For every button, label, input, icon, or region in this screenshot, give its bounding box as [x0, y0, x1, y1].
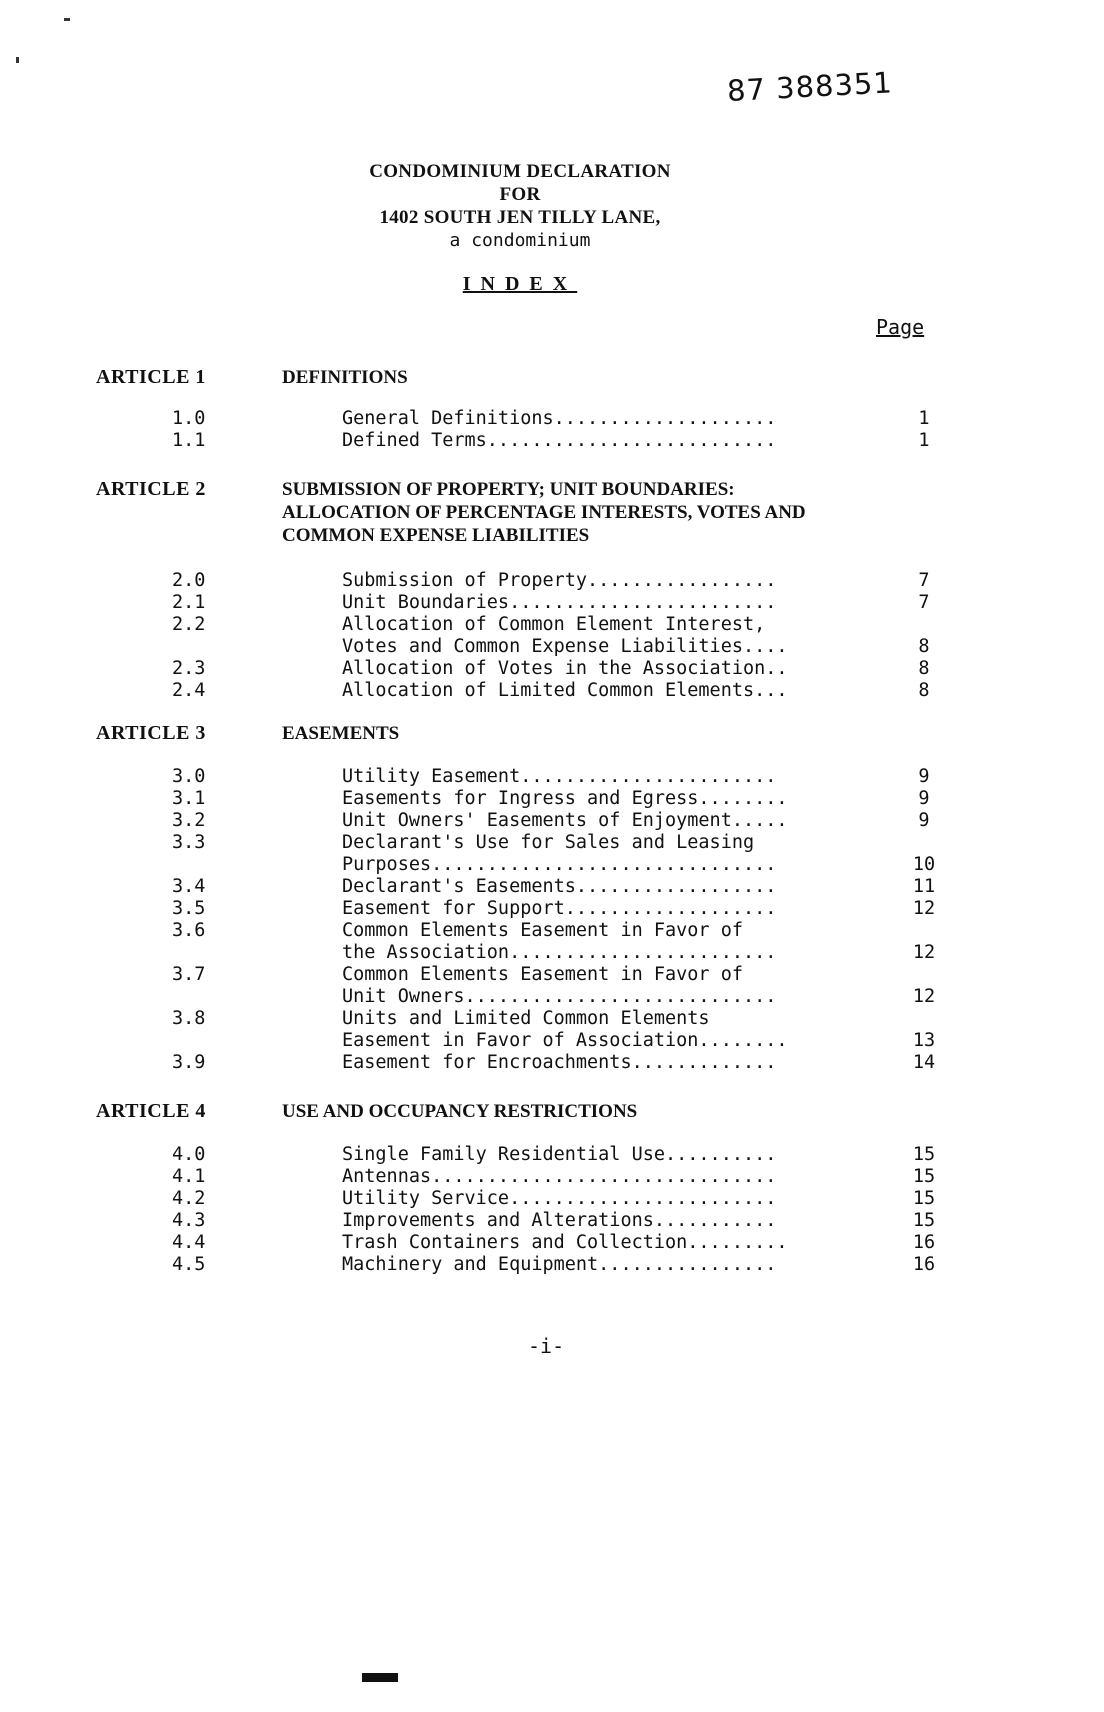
article-title: EASEMENTS — [282, 723, 400, 744]
index-entry — [96, 876, 986, 898]
index-entry — [96, 680, 986, 702]
header-address: 1402 SOUTH JEN TILLY LANE, — [379, 207, 661, 228]
index-entry — [96, 614, 986, 658]
article-3 — [96, 722, 986, 1074]
entry-page: 16 — [912, 1254, 936, 1275]
entry-number: 4.3 — [172, 1210, 206, 1231]
entry-page: 15 — [912, 1188, 936, 1209]
index-entry — [96, 1232, 986, 1254]
entry-number: 2.0 — [172, 570, 206, 591]
index-entry — [96, 570, 986, 592]
entry-text: Easement for Encroachments............. — [342, 1052, 777, 1073]
document-header — [300, 160, 740, 252]
index-entry — [96, 898, 986, 920]
entry-page: 8 — [918, 680, 930, 701]
entry-text: General Definitions.................... — [342, 408, 777, 429]
entry-page: 7 — [918, 570, 930, 591]
entry-text: Common Elements Easement in Favor of Unit Owners............................ — [342, 964, 777, 1007]
entry-text: Utility Service........................ — [342, 1188, 777, 1209]
entry-text: Allocation of Limited Common Elements... — [342, 680, 788, 701]
entry-page: 13 — [912, 1030, 936, 1051]
entry-text: Defined Terms.......................... — [342, 430, 777, 451]
article-title: SUBMISSION OF PROPERTY; UNIT BOUNDARIES: ALLOCATION OF PERCENTAGE INTERESTS, VOTES AND COMMON EXPENSE LIABILITIES — [282, 479, 806, 546]
entry-number: 3.4 — [172, 876, 206, 897]
entry-number: 3.3 — [172, 832, 206, 853]
index-entry — [96, 1008, 986, 1052]
page-column-label: Page — [876, 315, 925, 339]
index-entry — [96, 1166, 986, 1188]
article-number: ARTICLE 2 — [96, 478, 206, 500]
index-entry — [96, 832, 986, 876]
entry-number: 3.1 — [172, 788, 206, 809]
article-2 — [96, 478, 986, 702]
index-entry — [96, 920, 986, 964]
article-4 — [96, 1100, 986, 1276]
index-entry — [96, 766, 986, 788]
entry-page: 15 — [912, 1210, 936, 1231]
entry-text: Unit Boundaries........................ — [342, 592, 777, 613]
index-entry — [96, 430, 986, 452]
index-entry — [96, 1052, 986, 1074]
entry-number: 4.5 — [172, 1254, 206, 1275]
index-entry — [96, 810, 986, 832]
entry-text: Machinery and Equipment................ — [342, 1254, 777, 1275]
entry-number: 3.6 — [172, 920, 206, 941]
article-title: USE AND OCCUPANCY RESTRICTIONS — [282, 1101, 638, 1122]
entry-number: 1.1 — [172, 430, 206, 451]
entry-text: Antennas............................... — [342, 1166, 777, 1187]
index-entry — [96, 964, 986, 1008]
entry-text: Common Elements Easement in Favor of the Association........................ — [342, 920, 777, 963]
entry-number: 2.2 — [172, 614, 206, 635]
entry-number: 3.8 — [172, 1008, 206, 1029]
entry-text: Declarant's Easements.................. — [342, 876, 777, 897]
entry-text: Units and Limited Common Elements Easement in Favor of Association........ — [342, 1008, 788, 1051]
entry-number: 2.1 — [172, 592, 206, 613]
article-number: ARTICLE 3 — [96, 722, 206, 744]
scan-speck — [16, 57, 19, 63]
entry-number: 4.2 — [172, 1188, 206, 1209]
footer-page-number: -i- — [528, 1334, 565, 1358]
entry-text: Utility Easement....................... — [342, 766, 777, 787]
document-number: 87 388351 — [726, 65, 894, 108]
index-title: INDEX — [462, 273, 578, 295]
entry-page: 9 — [918, 788, 930, 809]
entry-page: 14 — [912, 1052, 936, 1073]
entry-page: 12 — [912, 986, 936, 1007]
entry-page: 8 — [918, 658, 930, 679]
entry-text: Unit Owners' Easements of Enjoyment..... — [342, 810, 788, 831]
index-entry — [96, 658, 986, 680]
article-number: ARTICLE 4 — [96, 1100, 206, 1122]
entry-page: 8 — [918, 636, 930, 657]
entry-number: 3.7 — [172, 964, 206, 985]
entry-page: 1 — [918, 430, 930, 451]
entry-page: 10 — [912, 854, 936, 875]
entry-text: Declarant's Use for Sales and Leasing Purposes............................... — [342, 832, 777, 875]
header-title: CONDOMINIUM DECLARATION — [369, 161, 671, 182]
index-entry — [96, 1188, 986, 1210]
article-1 — [96, 366, 986, 452]
article-title: DEFINITIONS — [282, 367, 408, 388]
entry-text: Allocation of Votes in the Association.. — [342, 658, 788, 679]
entry-page: 7 — [918, 592, 930, 613]
entry-page: 12 — [912, 942, 936, 963]
entry-number: 3.2 — [172, 810, 206, 831]
index-entry — [96, 1254, 986, 1276]
entry-page: 15 — [912, 1166, 936, 1187]
article-number: ARTICLE 1 — [96, 366, 206, 388]
entry-page: 12 — [912, 898, 936, 919]
index-entry — [96, 408, 986, 430]
index-entry — [96, 788, 986, 810]
entry-text: Submission of Property................. — [342, 570, 777, 591]
entry-page: 9 — [918, 810, 930, 831]
scan-speck — [64, 18, 70, 21]
entry-text: Easement for Support................... — [342, 898, 777, 919]
index-entry — [96, 1144, 986, 1166]
entry-page: 11 — [912, 876, 936, 897]
entry-text: Improvements and Alterations........... — [342, 1210, 777, 1231]
entry-number: 4.1 — [172, 1166, 206, 1187]
index-entry — [96, 1210, 986, 1232]
entry-text: Easements for Ingress and Egress........ — [342, 788, 788, 809]
entry-number: 1.0 — [172, 408, 206, 429]
entry-page: 9 — [918, 766, 930, 787]
entry-text: Allocation of Common Element Interest, Votes and Common Expense Liabilities.... — [342, 614, 788, 657]
entry-number: 4.4 — [172, 1232, 206, 1253]
header-subtitle: a condominium — [449, 230, 591, 251]
entry-page: 15 — [912, 1144, 936, 1165]
entry-text: Single Family Residential Use.......... — [342, 1144, 777, 1165]
entry-number: 3.5 — [172, 898, 206, 919]
entry-number: 3.9 — [172, 1052, 206, 1073]
entry-page: 16 — [912, 1232, 936, 1253]
entry-number: 4.0 — [172, 1144, 206, 1165]
entry-number: 2.3 — [172, 658, 206, 679]
entry-number: 2.4 — [172, 680, 206, 701]
index-entry — [96, 592, 986, 614]
entry-text: Trash Containers and Collection......... — [342, 1232, 788, 1253]
entry-page: 1 — [918, 408, 930, 429]
header-for: FOR — [499, 184, 541, 205]
scan-mark — [362, 1673, 398, 1682]
entry-number: 3.0 — [172, 766, 206, 787]
